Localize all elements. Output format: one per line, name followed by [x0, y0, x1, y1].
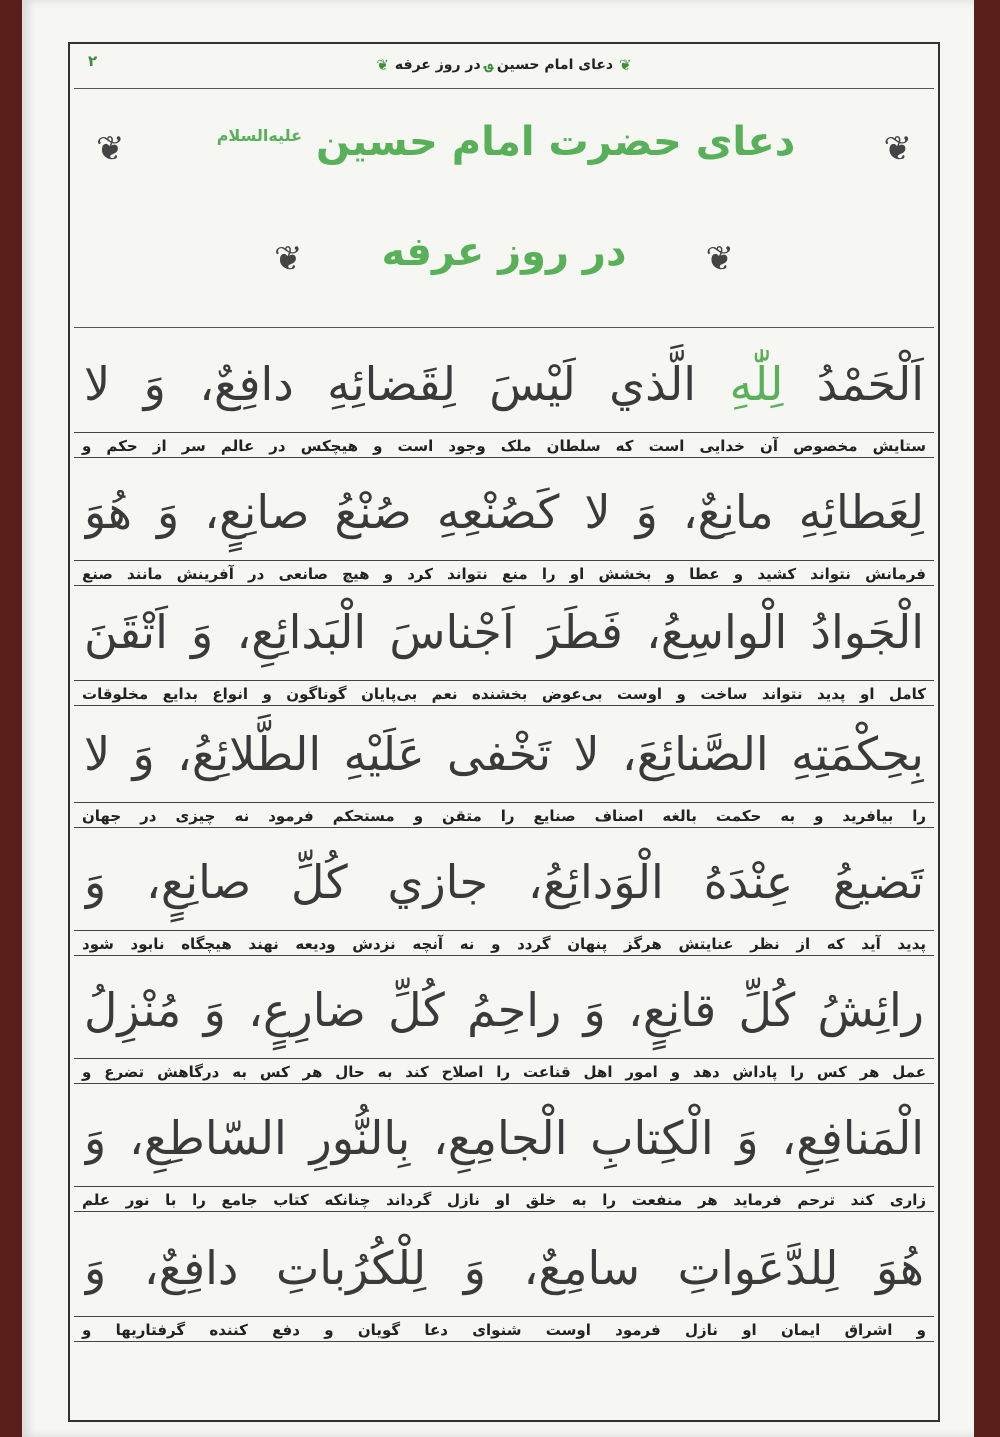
subtitle: در روز عرفه — [381, 229, 627, 275]
arabic-text: اَلْحَمْدُ — [816, 357, 924, 411]
title-ornament-icon: ❦ — [883, 129, 912, 169]
arabic-text: الَّذي لَيْسَ لِقَضائِهِ دافِعٌ، وَ لا — [84, 357, 697, 411]
running-title-honor: ؈ — [484, 57, 493, 73]
arabic-line: الْمَنافِعِ، وَ الْكِتابِ الْجامِعِ، بِالنُّورِ السّاطِعِ، وَ — [84, 1111, 924, 1165]
running-title-part2: در روز عرفه — [394, 57, 481, 73]
header-ornament-icon: ❦ — [376, 56, 389, 74]
persian-translation: کامل او پدید نتواند ساخت و اوست بی‌عوض بخشنده نعم بی‌پایان گوناگون و انواع بدایع مخلوقات — [74, 680, 934, 706]
running-title-part1: دعای امام حسین — [496, 57, 614, 73]
persian-translation: و اشراق ایمان او نازل فرمود اوست شنوای دعا گویان و دفع کننده گرفتاریها و — [74, 1316, 934, 1342]
arabic-line: بِحِكْمَتِهِ الصَّنائِعَ، لا تَخْفى عَلَيْهِ الطَّلائِعُ، وَ لا — [84, 727, 924, 781]
arabic-line: تَضيعُ عِنْدَهُ الْوَدائِعُ، جازي كُلِّ صانِعٍ، وَ — [84, 855, 924, 909]
title-ornament-icon: ❦ — [96, 129, 125, 169]
arabic-divine-name: لِلّٰهِ — [729, 357, 784, 411]
title-box — [74, 88, 934, 328]
arabic-line: الْجَوادُ الْواسِعُ، فَطَرَ اَجْناسَ الْبَدائِعِ، وَ اَتْقَنَ — [84, 605, 924, 659]
persian-translation: زاری کند ترحم فرماید هر منفعت را به خلق او نازل گرداند چنانکه کتاب جامع را با نور علم — [74, 1186, 934, 1212]
persian-translation: فرمانش نتواند کشید و عطا و بخشش او را منع نتواند کرد و هیچ صانعی در آفرینش مانند صنع — [74, 560, 934, 586]
arabic-line: هُوَ لِلدَّعَواتِ سامِعٌ، وَ لِلْكُرُباتِ دافِعٌ، وَ — [84, 1241, 924, 1295]
persian-translation: عمل هر کس را پاداش دهد و امور اهل قناعت را اصلاح کند به حال هر کس به درگاهش تضرع و — [74, 1058, 934, 1084]
main-title — [74, 119, 934, 165]
page-number: ۲ — [88, 52, 98, 70]
subtitle-ornament-icon: ❦ — [705, 239, 734, 279]
book-page — [22, 0, 974, 1437]
subtitle-ornament-icon: ❦ — [274, 239, 303, 279]
arabic-line: لِعَطائِهِ مانِعٌ، وَ لا كَصُنْعِهِ صُنْعُ صانِعٍ، وَ هُوَ — [84, 485, 924, 539]
main-title-honorific: علیه‌السلام — [216, 125, 303, 145]
main-title-text: دعای حضرت امام حسین — [315, 119, 796, 165]
arabic-line — [84, 336, 924, 432]
header-ornament-icon: ❦ — [619, 56, 632, 74]
running-header — [70, 50, 938, 80]
arabic-line: رائِشُ كُلِّ قانِعٍ، وَ راحِمُ كُلِّ ضارِعٍ، وَ مُنْزِلُ — [84, 983, 924, 1037]
page-frame — [68, 42, 940, 1422]
persian-translation: پدید آید که از نظر عنایتش هرگز پنهان گردد و نه آنچه نزدش ودیعه نهند هیچگاه نابود شود — [74, 930, 934, 956]
persian-translation: ستایش مخصوص آن خدایی است که سلطان ملک وجود است و هیچکس در عالم سر از حکم و — [74, 432, 934, 458]
persian-translation: را بیافرید و به حکمت بالغه اصناف صنایع را متقن و مستحکم فرمود نه چیزی در جهان — [74, 802, 934, 828]
